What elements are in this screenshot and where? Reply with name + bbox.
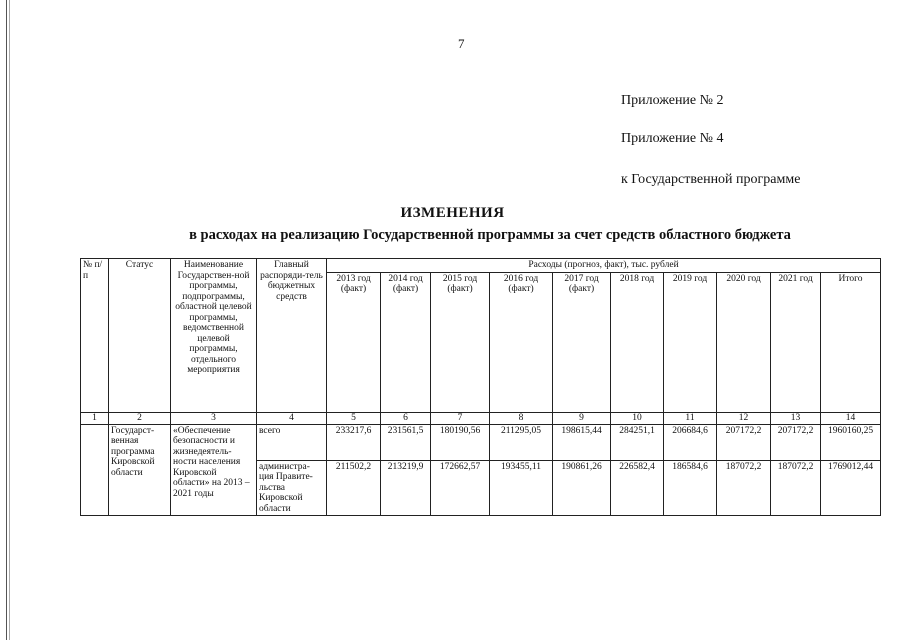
column-number: 14 (821, 412, 881, 424)
header-year: 2019 год (664, 272, 717, 412)
value-cell: 231561,5 (381, 424, 431, 460)
value-cell: 172662,57 (431, 460, 490, 516)
row-number-cell (81, 424, 109, 516)
column-number: 9 (553, 412, 611, 424)
value-cell: 190861,26 (553, 460, 611, 516)
header-year: 2013 год (факт) (327, 272, 381, 412)
table-row (81, 424, 881, 460)
column-number: 10 (611, 412, 664, 424)
value-cell: 211502,2 (327, 460, 381, 516)
column-number: 13 (771, 412, 821, 424)
column-number: 3 (171, 412, 257, 424)
header-year: 2016 год (факт) (490, 272, 553, 412)
header-year: 2017 год (факт) (553, 272, 611, 412)
column-number: 4 (257, 412, 327, 424)
value-cell: 186584,6 (664, 460, 717, 516)
column-number: 2 (109, 412, 171, 424)
header-total: Итого (821, 272, 881, 412)
column-number-row (81, 412, 881, 424)
header-year: 2015 год (факт) (431, 272, 490, 412)
header-year: 2020 год (717, 272, 771, 412)
column-number: 6 (381, 412, 431, 424)
column-number: 12 (717, 412, 771, 424)
document-title: ИЗМЕНЕНИЯ (400, 205, 505, 221)
column-number: 11 (664, 412, 717, 424)
value-cell: 193455,11 (490, 460, 553, 516)
header-year: 2018 год (611, 272, 664, 412)
value-cell: 207172,2 (771, 424, 821, 460)
total-cell: 1769012,44 (821, 460, 881, 516)
value-cell: 206684,6 (664, 424, 717, 460)
manager-cell: всего (257, 424, 327, 460)
header-name: Наименование Государствен-ной программы, подпрограммы, областной целевой программы, ведомственной целевой программы, отдельного мероприятия (171, 259, 257, 413)
scan-edge-line (9, 0, 10, 640)
value-cell: 233217,6 (327, 424, 381, 460)
total-cell: 1960160,25 (821, 424, 881, 460)
value-cell: 213219,9 (381, 460, 431, 516)
header-year: 2014 год (факт) (381, 272, 431, 412)
value-cell: 198615,44 (553, 424, 611, 460)
header-year: 2021 год (771, 272, 821, 412)
value-cell: 284251,1 (611, 424, 664, 460)
header-status: Статус (109, 259, 171, 413)
header-row-top (81, 259, 881, 273)
value-cell: 187072,2 (717, 460, 771, 516)
manager-cell: администра-ция Правите-льства Кировской области (257, 460, 327, 516)
value-cell: 187072,2 (771, 460, 821, 516)
status-cell: Государст-венная программа Кировской области (109, 424, 171, 516)
header-manager: Главный распоряди-тель бюджетных средств (257, 259, 327, 413)
header-expenses: Расходы (прогноз, факт), тыс. рублей (327, 259, 881, 273)
value-cell: 207172,2 (717, 424, 771, 460)
value-cell: 180190,56 (431, 424, 490, 460)
appendix-line-1: Приложение № 2 (621, 93, 724, 108)
expenses-table (80, 258, 881, 516)
header-num: № п/п (81, 259, 109, 413)
column-number: 8 (490, 412, 553, 424)
column-number: 7 (431, 412, 490, 424)
column-number: 1 (81, 412, 109, 424)
page-number: 7 (458, 36, 465, 51)
scan-edge-line (6, 0, 7, 640)
program-name-cell: «Обеспечение безопасности и жизнедеятель-ности населения Кировской области» на 2013 – 2021 годы (171, 424, 257, 516)
value-cell: 226582,4 (611, 460, 664, 516)
appendix-line-3: к Государственной программе (621, 172, 801, 187)
value-cell: 211295,05 (490, 424, 553, 460)
document-subtitle: в расходах на реализацию Государственной программы за счет средств областного бюджета (189, 227, 791, 243)
appendix-line-2: Приложение № 4 (621, 131, 724, 146)
column-number: 5 (327, 412, 381, 424)
